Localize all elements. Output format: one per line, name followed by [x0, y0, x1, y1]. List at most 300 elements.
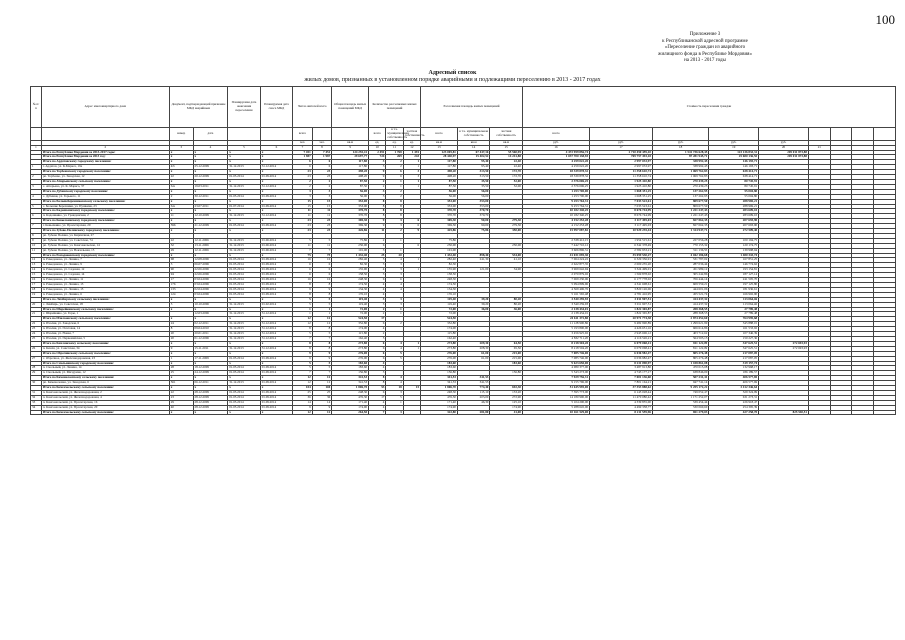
- table-cell: 124: [169, 292, 193, 297]
- table-cell: 56,00: [457, 194, 490, 199]
- table-cell: 23: [293, 229, 313, 234]
- table-cell: Итого по Ромодановскому городскому поселению:: [41, 253, 169, 258]
- table-cell: г. Ардатов, ул. К.Маркса, 19а: [41, 165, 169, 170]
- table-cell: 207 693,90: [709, 224, 759, 229]
- table-cell: 01.09.2014: [260, 381, 293, 386]
- table-cell: 406 577,69: [709, 376, 759, 381]
- table-cell: x: [228, 307, 261, 312]
- table-cell: 09.04.2010: [193, 327, 228, 332]
- header-cell: Количество расселяемых жилых помещений: [369, 87, 421, 128]
- table-cell: x: [193, 209, 228, 214]
- table-cell: 2: [386, 194, 403, 199]
- table-cell: 95,40: [457, 165, 490, 170]
- table-cell: 22: [169, 175, 193, 180]
- table-cell: 425,86: [421, 229, 458, 234]
- table-cell: Итого по Оброчинскому сельскому поселению:: [41, 351, 169, 356]
- table-cell: 41,00: [490, 410, 523, 415]
- table-cell: 31.12.2013: [228, 302, 261, 307]
- table-cell: рп. Зубова Поляна, ул. Комсомольская, 14: [41, 243, 169, 248]
- table-cell: 11: [293, 214, 313, 219]
- table-cell: 13: [31, 263, 42, 268]
- table-cell: 2 997 033,97: [590, 165, 653, 170]
- table-cell: x: [228, 150, 261, 155]
- table-cell: 12: [312, 317, 332, 322]
- table-cell: б/н: [169, 184, 193, 189]
- table-cell: 341,53: [421, 381, 458, 386]
- table-cell: 406 577,69: [709, 381, 759, 386]
- table-cell: 564 503,13: [652, 336, 708, 341]
- table-cell: 498,20: [332, 175, 369, 180]
- table-cell: 8: [369, 381, 386, 386]
- table-cell: 01.02.2014: [260, 302, 293, 307]
- table-cell: 805 276,48: [652, 351, 708, 356]
- table-cell: x: [193, 160, 228, 165]
- unit-cell: ед.: [369, 140, 386, 145]
- table-cell: 56,00: [332, 194, 369, 199]
- table-cell: 243: [403, 155, 420, 160]
- table-cell: п. Ичалки, ул. Заводская, 6: [41, 322, 169, 327]
- table-cell: 4 499 358,77: [590, 405, 653, 410]
- table-cell: п. Комсомольский, ул. Пролетарская, 16: [41, 400, 169, 405]
- index-cell: 4: [193, 145, 228, 150]
- table-cell: 2: [386, 189, 403, 194]
- table-cell: x: [193, 170, 228, 175]
- table-cell: 36: [312, 395, 332, 400]
- table-cell: 248,30: [421, 390, 458, 395]
- table-cell: 28.12.2009: [193, 395, 228, 400]
- table-cell: 90,00: [457, 224, 490, 229]
- table-cell: 4: [369, 405, 386, 410]
- table-cell: 276,00: [332, 356, 369, 361]
- table-cell: п. Смольный, ул. Ленина, 14: [41, 366, 169, 371]
- table-cell: 01.05.2014: [228, 175, 261, 180]
- table-cell: x: [169, 376, 193, 381]
- table-cell: 4: [369, 327, 386, 332]
- table-cell: 3: [369, 371, 386, 376]
- table-cell: 5 193 800,00: [522, 327, 589, 332]
- table-cell: 1 822 365,87: [590, 307, 653, 312]
- table-cell: 10 929 235,44: [590, 229, 653, 234]
- table-cell: 23: [312, 219, 332, 224]
- table-cell: 11: [169, 214, 193, 219]
- table-cell: 4: [369, 292, 386, 297]
- table-cell: 12: [312, 376, 332, 381]
- table-cell: 01.09.2014: [260, 283, 293, 288]
- table-cell: Итого по Ковылкинскому городскому поселению:: [41, 219, 169, 224]
- table-cell: 01.05.2014: [228, 292, 261, 297]
- table-cell: x: [193, 376, 228, 381]
- table-cell: 82,30: [421, 263, 458, 268]
- table-cell: 4: [31, 194, 42, 199]
- table-cell: 3: [386, 297, 403, 302]
- table-cell: 273,80: [332, 346, 369, 351]
- table-cell: x: [193, 386, 228, 391]
- table-cell: 3 540 259,93: [522, 297, 589, 302]
- table-cell: 14 241,88: [490, 155, 523, 160]
- table-cell: 250,00: [332, 243, 369, 248]
- table-cell: 6 329 356,91: [590, 258, 653, 263]
- table-cell: 12: [312, 322, 332, 327]
- table-cell: 01.05.2014: [228, 356, 261, 361]
- table-cell: 119,40: [332, 297, 369, 302]
- table-cell: x: [169, 179, 193, 184]
- table-cell: 8: [369, 214, 386, 219]
- table-cell: 1: [386, 184, 403, 189]
- table-cell: 6: [369, 351, 386, 356]
- table-cell: 1: [403, 341, 420, 346]
- table-cell: 352,80: [332, 322, 369, 327]
- table-cell: 539 454,44: [652, 400, 708, 405]
- table-cell: 28: [169, 366, 193, 371]
- table-cell: 25 680 136,55: [709, 155, 759, 160]
- header-cell: всего: [293, 128, 313, 141]
- table-cell: x: [169, 341, 193, 346]
- table-cell: 3 117 495,03: [590, 219, 653, 224]
- table-cell: 4 259 022,20: [522, 160, 589, 165]
- table-cell: 36,00: [490, 307, 523, 312]
- table-cell: 6: [293, 160, 313, 165]
- table-cell: п. Ромоданово, ул. Ленина, 7: [41, 258, 169, 263]
- table-cell: 947 741,14: [652, 381, 708, 386]
- index-cell: 8: [312, 145, 332, 150]
- table-cell: п. Кадошкино, ул. Гражданская, 2: [41, 214, 169, 219]
- table-cell: 01.09.2014: [260, 263, 293, 268]
- table-cell: 29: [169, 400, 193, 405]
- table-cell: 4: [369, 283, 386, 288]
- table-cell: 205 011 873,88: [759, 150, 809, 155]
- register-table: [30, 86, 896, 415]
- table-cell: 272 693,93: [759, 341, 809, 346]
- table-cell: 9: [369, 170, 386, 175]
- index-cell: 20: [759, 145, 809, 150]
- table-cell: 1: [403, 346, 420, 351]
- table-cell: 16: [293, 278, 313, 283]
- table-cell: 3 487 913,80: [590, 366, 653, 371]
- table-cell: 6: [403, 219, 420, 224]
- table-cell: 162,40: [421, 336, 458, 341]
- table-cell: 41,10: [490, 258, 523, 263]
- table-cell: 3 969 642,94: [522, 268, 589, 273]
- table-cell: Итого по Торбеевскому городскому поселению:: [41, 170, 169, 175]
- table-cell: 24 611 372,80: [522, 317, 589, 322]
- table-cell: 5: [312, 297, 332, 302]
- table-cell: 24: [169, 322, 193, 327]
- table-cell: 12.11.2006: [193, 248, 228, 253]
- table-cell: 12: [293, 317, 313, 322]
- table-cell: 7 451: [312, 150, 332, 155]
- table-cell: 7: [293, 248, 313, 253]
- table-cell: 276,00: [421, 351, 458, 356]
- table-cell: 75,86: [421, 238, 458, 243]
- table-cell: x: [228, 229, 261, 234]
- table-cell: 9: [369, 175, 386, 180]
- table-cell: 524,50: [332, 317, 369, 322]
- unit-cell: руб.: [759, 140, 809, 145]
- table-cell: 4 341 608,61: [590, 283, 653, 288]
- table-cell: x: [260, 351, 293, 356]
- table-cell: 3 606 896,31: [522, 248, 589, 253]
- table-cell: 100 194,75: [709, 238, 759, 243]
- table-cell: с. Оброчное, ул. Железнодорожная, 23: [41, 356, 169, 361]
- table-cell: 345 888,01: [709, 322, 759, 327]
- table-cell: 2: [369, 307, 386, 312]
- table-cell: 5 094 809,96: [522, 283, 589, 288]
- table-cell: 3: [369, 160, 386, 165]
- table-cell: 7 001 136,60: [590, 376, 653, 381]
- table-cell: x: [260, 160, 293, 165]
- table-cell: 8: [386, 199, 403, 204]
- table-cell: 01.09.2014: [260, 292, 293, 297]
- table-cell: 12.11.2006: [193, 238, 228, 243]
- table-cell: 5: [293, 332, 313, 337]
- table-cell: 9: [293, 351, 313, 356]
- table-cell: 606 614,86: [652, 327, 708, 332]
- table-cell: 56,00: [421, 194, 458, 199]
- table-cell: 72,00: [332, 312, 369, 317]
- table-cell: 34,90: [490, 268, 523, 273]
- table-cell: 11: [312, 243, 332, 248]
- table-cell: 14: [312, 400, 332, 405]
- unit-cell: кв.м: [332, 140, 369, 145]
- table-cell: 691 279,03: [652, 410, 708, 415]
- table-cell: 146 774,62: [709, 263, 759, 268]
- table-cell: 311 136,55: [652, 248, 708, 253]
- table-cell: 2 138 434,01: [522, 312, 589, 317]
- table-cell: 183,60: [421, 366, 458, 371]
- table-cell: 825 540,51: [759, 410, 809, 415]
- table-cell: 1: [312, 307, 332, 312]
- table-cell: 9: [403, 229, 420, 234]
- table-cell: 2: [169, 194, 193, 199]
- table-cell: 01.05.2014: [228, 263, 261, 268]
- table-cell: 181 936,61: [709, 287, 759, 292]
- table-cell: 1 314 947,71: [652, 229, 708, 234]
- table-cell: x: [260, 189, 293, 194]
- table-cell: 156,80: [332, 371, 369, 376]
- table-cell: 172,70: [490, 175, 523, 180]
- table-cell: 273,80: [332, 341, 369, 346]
- table-cell: 369,30: [332, 219, 369, 224]
- table-cell: x: [260, 253, 293, 258]
- table-cell: 3: [369, 189, 386, 194]
- table-cell: 51 645 995,00: [522, 386, 589, 391]
- table-cell: 87,50: [332, 179, 369, 184]
- index-cell: 5: [228, 145, 261, 150]
- table-cell: 4/б: [169, 165, 193, 170]
- index-cell: 1: [31, 145, 42, 150]
- table-cell: 1: [293, 307, 313, 312]
- table-cell: 4 832 711,20: [522, 336, 589, 341]
- table-cell: 156,80: [421, 371, 458, 376]
- table-cell: 4 426 651,16: [590, 327, 653, 332]
- table-cell: 338 992,45: [652, 165, 708, 170]
- table-cell: Итого по Зубово-Полянскому городскому поселению:: [41, 229, 169, 234]
- table-cell: 9 623 650,00: [522, 361, 589, 366]
- table-cell: 1: [312, 312, 332, 317]
- index-cell: 3: [169, 145, 193, 150]
- table-cell: 119,40: [332, 302, 369, 307]
- table-cell: 353,00: [421, 204, 458, 209]
- table-cell: 01.05.2014: [228, 194, 261, 199]
- table-cell: 2: [312, 179, 332, 184]
- table-cell: 8: [312, 292, 332, 297]
- table-cell: 12: [293, 376, 313, 381]
- table-cell: 30: [31, 381, 42, 386]
- table-cell: 4 781 416,95: [590, 292, 653, 297]
- table-cell: 183,60: [421, 361, 458, 366]
- table-cell: 186 189,57: [709, 371, 759, 376]
- table-cell: 1: [169, 356, 193, 361]
- table-cell: x: [260, 229, 293, 234]
- table-cell: 2 622 877,35: [522, 263, 589, 268]
- table-cell: 631 273,31: [709, 395, 759, 400]
- table-cell: п. Ичалки, ул. Новая, 7: [41, 332, 169, 337]
- table-cell: x: [228, 219, 261, 224]
- table-cell: 1 491: [403, 150, 420, 155]
- page-number: 100: [875, 12, 895, 27]
- table-cell: x: [228, 410, 261, 415]
- table-cell: 101,00: [421, 248, 458, 253]
- table-cell: 5: [312, 361, 332, 366]
- table-cell: 1 253 700,00: [522, 189, 589, 194]
- table-cell: 805 276,48: [652, 356, 708, 361]
- table-cell: 31.12.2013: [228, 248, 261, 253]
- table-cell: 15 402,52: [457, 155, 490, 160]
- table-cell: 6 177 778,02: [590, 278, 653, 283]
- table-cell: 01.07.2014: [228, 204, 261, 209]
- table-cell: 87,50: [421, 179, 458, 184]
- table-cell: 8: [369, 204, 386, 209]
- table-cell: Итого по Республике Мордовия за 2013 год:: [41, 155, 169, 160]
- table-cell: 32: [31, 395, 42, 400]
- table-cell: 470 015,08: [652, 366, 708, 371]
- table-cell: x: [169, 199, 193, 204]
- table-cell: 12: [293, 381, 313, 386]
- table-cell: 80,20: [490, 297, 523, 302]
- table-cell: 498,20: [332, 170, 369, 175]
- table-cell: 15: [31, 273, 42, 278]
- table-cell: 23: [169, 395, 193, 400]
- table-cell: x: [260, 150, 293, 155]
- table-cell: 21: [31, 312, 42, 317]
- table-cell: 329 324,99: [709, 390, 759, 395]
- table-cell: 217 087,05: [709, 351, 759, 356]
- table-cell: 29: [31, 371, 42, 376]
- table-cell: 370,70: [421, 209, 458, 214]
- table-cell: 370,70: [457, 214, 490, 219]
- table-cell: 250,00: [490, 243, 523, 248]
- table-cell: 166 902,90: [709, 292, 759, 297]
- table-cell: п. Смольный, ул. Мичурина, 12: [41, 371, 169, 376]
- table-cell: 4: [386, 341, 403, 346]
- table-cell: x: [169, 410, 193, 415]
- table-cell: 5 543 273,00: [522, 371, 589, 376]
- table-cell: 01.05.2014: [228, 287, 261, 292]
- table-cell: 22,40: [490, 160, 523, 165]
- table-cell: 9 253 764,31: [522, 199, 589, 204]
- table-cell: 17: [369, 317, 386, 322]
- table-cell: 113 064,46: [709, 297, 759, 302]
- table-cell: 11 358 610,74: [590, 170, 653, 175]
- table-cell: 353,00: [332, 204, 369, 209]
- table-cell: 8: [386, 204, 403, 209]
- table-cell: 1: [386, 238, 403, 243]
- table-cell: x: [193, 229, 228, 234]
- table-cell: 80 745,91: [709, 184, 759, 189]
- table-cell: 283 609,10: [709, 209, 759, 214]
- unit-cell: ед.: [403, 140, 420, 145]
- table-cell: 8 218 504,20: [522, 341, 589, 346]
- index-cell: 11: [386, 145, 403, 150]
- table-cell: 176,10: [332, 292, 369, 297]
- table-cell: 3: [369, 273, 386, 278]
- table-cell: 205 011 873,88: [759, 155, 809, 160]
- table-cell: 36,00: [457, 307, 490, 312]
- table-cell: 248,30: [332, 390, 369, 395]
- table-cell: 14: [293, 400, 313, 405]
- table-cell: 288 969,21: [709, 204, 759, 209]
- table-cell: 5: [293, 238, 313, 243]
- table-cell: 46,30: [457, 400, 490, 405]
- table-cell: 10: [31, 243, 42, 248]
- table-cell: 6: [369, 278, 386, 283]
- table-cell: 31.12.2013: [228, 312, 261, 317]
- table-cell: 4: [386, 287, 403, 292]
- index-cell: 21: [808, 145, 830, 150]
- unit-cell: чел.: [293, 140, 313, 145]
- table-cell: 23: [312, 170, 332, 175]
- table-cell: 72,00: [421, 312, 458, 317]
- table-cell: 6: [369, 243, 386, 248]
- unit-cell: ед.: [386, 140, 403, 145]
- table-cell: 158,50: [421, 273, 458, 278]
- header-cell: в т.ч. муниципальная собственность: [457, 128, 490, 141]
- table-cell: 322,80: [421, 410, 458, 415]
- table-cell: 2 997 033,97: [590, 160, 653, 165]
- table-cell: 8: [386, 214, 403, 219]
- header-cell: Адрес многоквартирного дома: [41, 87, 169, 128]
- header-cell: № п/п: [31, 87, 42, 128]
- index-cell: 10: [369, 145, 386, 150]
- table-cell: 2 070 879,02: [522, 273, 589, 278]
- table-cell: 01.05.2014: [228, 395, 261, 400]
- table-cell: Итого по Каменоломскому сельскому поселению:: [41, 376, 169, 381]
- table-cell: 2 376 006,25: [522, 179, 589, 184]
- table-cell: 25: [293, 390, 313, 395]
- table-cell: 288 368,55: [652, 312, 708, 317]
- table-cell: 31.12.2013: [228, 243, 261, 248]
- unit-cell: руб.: [522, 140, 589, 145]
- table-cell: 811 122,09: [652, 341, 708, 346]
- table-cell: 2 491: [369, 150, 386, 155]
- table-cell: x: [260, 361, 293, 366]
- table-cell: 171,40: [421, 400, 458, 405]
- table-cell: 167 851,25: [709, 258, 759, 263]
- table-cell: 227 056,28: [652, 238, 708, 243]
- table-cell: 197 125,80: [709, 283, 759, 288]
- table-cell: 156,80: [490, 371, 523, 376]
- table-cell: 16: [312, 258, 332, 263]
- table-cell: 1 987: [312, 155, 332, 160]
- table-cell: 1: [403, 184, 420, 189]
- table-cell: 17: [369, 395, 386, 400]
- table-cell: 17: [31, 283, 42, 288]
- table-cell: 95,40: [457, 160, 490, 165]
- table-cell: 27 789,48: [709, 312, 759, 317]
- table-cell: 5: [386, 395, 403, 400]
- table-cell: x: [193, 219, 228, 224]
- table-cell: 3 540 259,93: [522, 302, 589, 307]
